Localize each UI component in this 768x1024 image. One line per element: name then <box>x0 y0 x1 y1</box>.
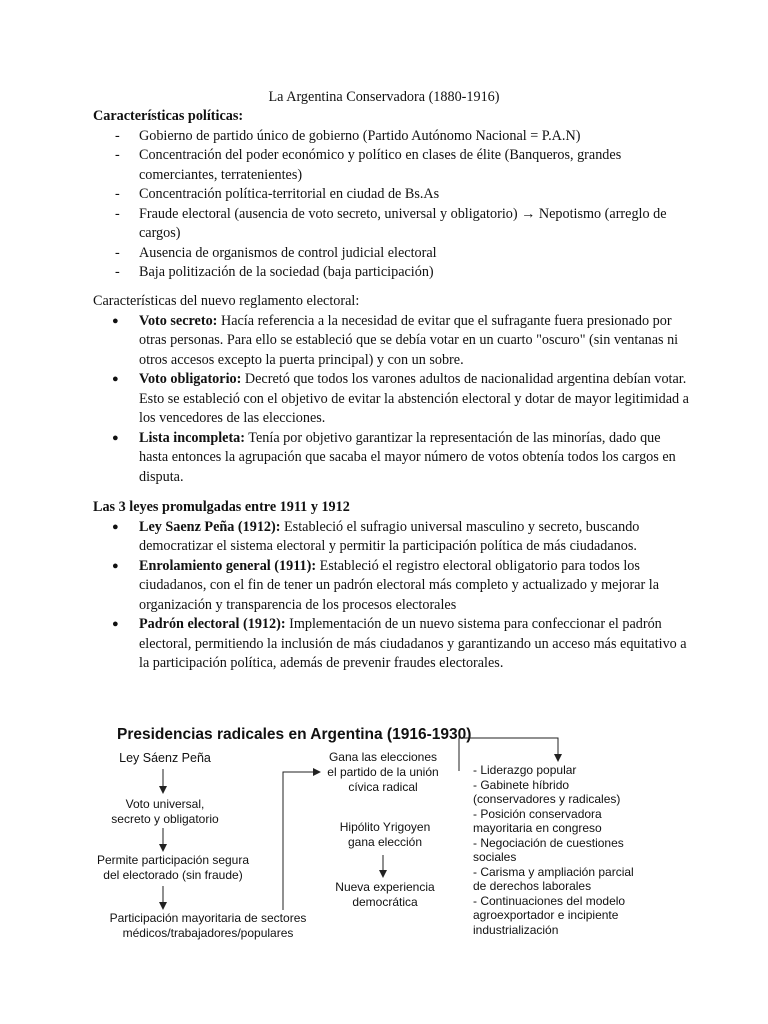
item-text: Tenía por objetivo garantizar la representación de las minorías, dado que hasta entonces la agrupación que sacaba el mayor número de votos obtenía todos los cargos en disputa. <box>139 429 676 485</box>
diagram-title: Presidencias radicales en Argentina (1916-1930) <box>117 726 472 743</box>
item-text: Estableció el registro electoral obligatorio para todos los ciudadanos, con el fin de tener un padrón electoral más completo y actualizado y mejorar la organización y transparencia de los procesos electorales <box>139 557 659 613</box>
item-text: Decretó que todos los varones adultos de nacionalidad argentina debían votar. Esto se estableció con el objetivo de evitar la abstención electoral y dotar de mayor legitimidad a los vencedores de las elecciones. <box>139 371 689 426</box>
diagram-node-yrigoyen: Hipólito Yrigoyen gana elección <box>339 820 431 849</box>
diagram-node-sectores: Participación mayoritaria de sectores médicos/trabajadores/populares <box>109 911 307 940</box>
list-item: - Fraude electoral (ausencia de voto secreto, universal y obligatorio) → Nepotismo (arreglo de cargos) <box>93 205 693 244</box>
list-item: - Concentración política-territorial en ciudad de Bs.As <box>93 185 693 205</box>
list-item: - Concentración del poder económico y político en clases de élite (Banqueros, grandes comerciantes, terratenientes) <box>93 146 693 185</box>
diagram-node-ley: Ley Sáenz Peña <box>119 751 211 765</box>
laws-heading: Las 3 leyes promulgadas entre 1911 y 1912 <box>93 499 350 515</box>
item-text: Estableció el sufragio universal masculino y secreto, buscando democratizar el sistema electoral y permitir la participación política de más ciudadanos. <box>139 518 640 554</box>
political-heading: Características políticas: <box>93 108 244 124</box>
arrow-connector <box>283 772 317 910</box>
item-term: Voto obligatorio: <box>139 371 242 387</box>
electoral-heading: Características del nuevo reglamento electoral: <box>93 293 360 309</box>
item-term: Padrón electoral (1912): <box>139 616 286 632</box>
diagram-node-participacion: Permite participación segura del electorado (sin fraude) <box>96 853 250 882</box>
arrow-connector <box>459 738 558 771</box>
item-term: Enrolamiento general (1911): <box>139 557 317 574</box>
item-term: Voto secreto: <box>139 312 218 329</box>
item-term: Ley Saenz Peña (1912): <box>139 518 281 535</box>
page-title: La Argentina Conservadora (1880-1916) <box>268 89 500 105</box>
item-term: Lista incompleta: <box>139 429 246 446</box>
list-item: - Baja politización de la sociedad (baja participación) <box>93 263 693 283</box>
item-text: Hacía referencia a la necesidad de evitar que el sufragante fuera presionado por otras personas. Para ello se estableció que se debía votar en un cuarto "oscuro" (sin ventanas ni otros accesos excepto la puerta principal) y con un sobre. <box>139 312 679 368</box>
diagram-node-experiencia: Nueva experiencia democrática <box>335 880 435 909</box>
diagram-node-caracteristicas: - Liderazgo popular - Gabinete híbrido (conservadores y radicales) - Posición conservadora mayoritaria en congreso - Negociación de cuestiones sociales - Carisma y ampliación parcial de derechos laborales - Continuaciones del modelo agroexportador e incipiente industrialización <box>473 763 634 937</box>
list-item: - Ausencia de organismos de control judicial electoral <box>93 244 693 264</box>
diagram-node-gana: Gana las elecciones el partido de la unión cívica radical <box>327 750 439 794</box>
item-text: Implementación de un nuevo sistema para confeccionar el padrón electoral, permitiendo la inclusión de más ciudadanos y garantizando un acceso más equitativo a la participación política, además de prevenir fraudes electorales. <box>139 616 687 671</box>
diagram-node-voto: Voto universal, secreto y obligatorio <box>111 797 219 826</box>
list-item: - Gobierno de partido único de gobierno (Partido Autónomo Nacional = P.A.N) <box>93 127 693 147</box>
